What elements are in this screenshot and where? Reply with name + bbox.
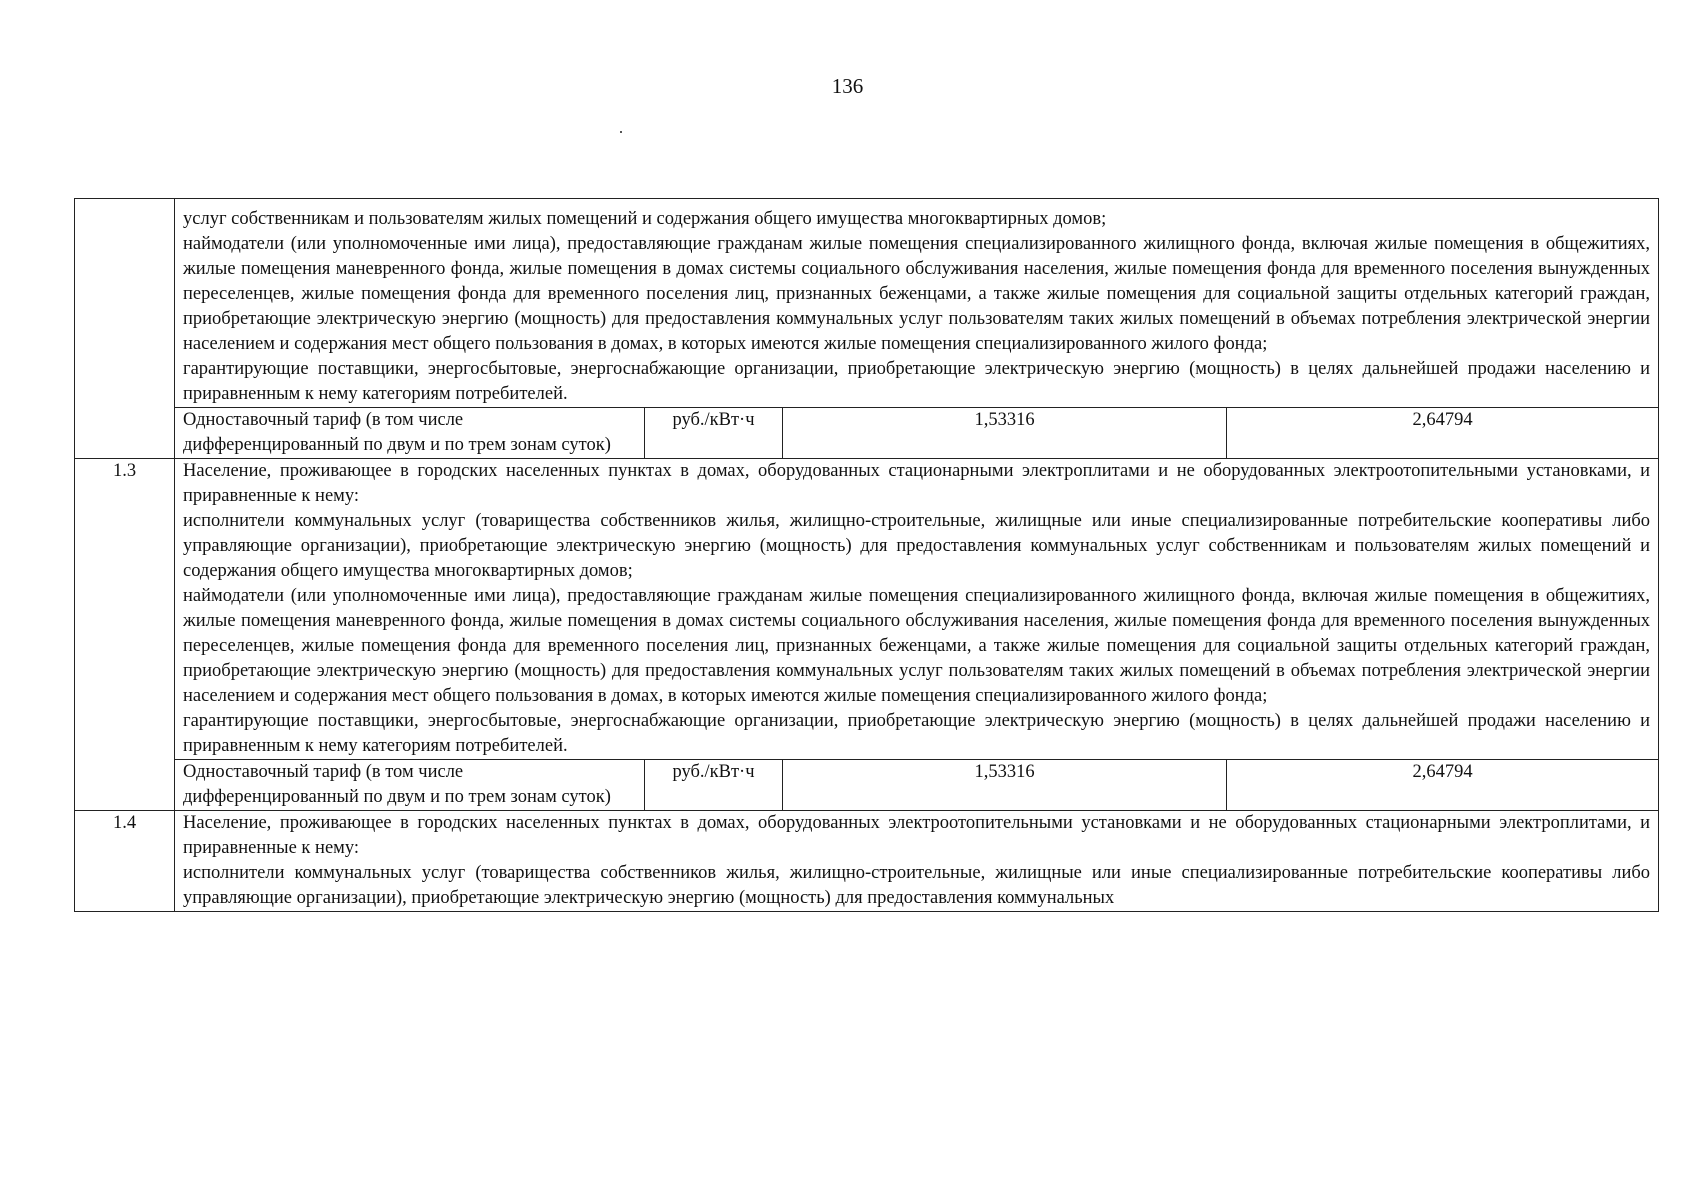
consumer-description <box>175 811 1659 912</box>
description-paragraph: Население, проживающее в городских населенных пунктах в домах, оборудованных электроотопительными установками и не оборудованных стационарными электроплитами, и приравненные к нему: <box>183 813 1651 858</box>
tariff-value-second-half: 2,64794 <box>1227 760 1659 811</box>
consumer-description <box>175 199 1659 408</box>
tariff-unit: руб./кВт·ч <box>645 408 783 459</box>
tariff-name: Одноставочный тариф (в том числе дифференцированный по двум и по трем зонам суток) <box>175 408 645 459</box>
description-paragraph: гарантирующие поставщики, энергосбытовые, энергоснабжающие организации, приобретающие электрическую энергию (мощность) в целях дальнейшей продажи населению и приравненным к нему категориям потребителей. <box>183 359 1651 404</box>
row-number: 1.3 <box>75 459 175 811</box>
tariff-unit: руб./кВт·ч <box>645 760 783 811</box>
description-paragraph: наймодатели (или уполномоченные ими лица), предоставляющие гражданам жилые помещения специализированного жилищного фонда, включая жилые помещения в общежитиях, жилые помещения маневренного фонда, жилые помещения в домах системы социального обслуживания населения, жилые помещения фонда для временного поселения вынужденных переселенцев, жилые помещения фонда для временного поселения лиц, признанных беженцами, а также жилые помещения для социальной защиты отдельных категорий граждан, приобретающие электрическую энергию (мощность) для предоставления коммунальных услуг пользователям таких жилых помещений в объемах потребления электрической энергии населением и содержания мест общего пользования в домах, в которых имеются жилые помещения специализированного жилого фонда; <box>183 234 1651 354</box>
tariff-value-second-half: 2,64794 <box>1227 408 1659 459</box>
tariff-row <box>75 408 1659 459</box>
description-paragraph: исполнители коммунальных услуг (товарищества собственников жилья, жилищно-строительные, жилищные или иные специализированные потребительские кооперативы либо управляющие организации), приобретающие электрическую энергию (мощность) для предоставления коммунальных услуг собственникам и пользователям жилых помещений и содержания общего имущества многоквартирных домов; <box>183 511 1651 581</box>
scan-speck <box>620 131 622 133</box>
tariff-value-first-half: 1,53316 <box>783 760 1227 811</box>
description-paragraph: услуг собственникам и пользователям жилых помещений и содержания общего имущества многоквартирных домов; <box>183 209 1107 229</box>
description-paragraph: Население, проживающее в городских населенных пунктах в домах, оборудованных стационарными электроплитами и не оборудованных электроотопительными установками, и приравненные к нему: <box>183 461 1651 506</box>
table-row-1-3 <box>75 459 1659 760</box>
description-paragraph: гарантирующие поставщики, энергосбытовые, энергоснабжающие организации, приобретающие электрическую энергию (мощность) в целях дальнейшей продажи населению и приравненным к нему категориям потребителей. <box>183 711 1651 756</box>
consumer-description <box>175 459 1659 760</box>
tariff-name: Одноставочный тариф (в том числе дифференцированный по двум и по трем зонам суток) <box>175 760 645 811</box>
row-number-empty <box>75 199 175 459</box>
tariff-row <box>75 760 1659 811</box>
table-row-1-4 <box>75 811 1659 912</box>
description-paragraph: исполнители коммунальных услуг (товарищества собственников жилья, жилищно-строительные, жилищные или иные специализированные потребительские кооперативы либо управляющие организации), приобретающие электрическую энергию (мощность) для предоставления коммунальных <box>183 863 1651 908</box>
tariff-table <box>74 198 1659 912</box>
table-row-continuation <box>75 199 1659 408</box>
row-number: 1.4 <box>75 811 175 912</box>
page-number: 136 <box>831 74 864 98</box>
description-paragraph: наймодатели (или уполномоченные ими лица), предоставляющие гражданам жилые помещения специализированного жилищного фонда, включая жилые помещения в общежитиях, жилые помещения маневренного фонда, жилые помещения в домах системы социального обслуживания населения, жилые помещения фонда для временного поселения вынужденных переселенцев, жилые помещения фонда для временного поселения лиц, признанных беженцами, а также жилые помещения для социальной защиты отдельных категорий граждан, приобретающие электрическую энергию (мощность) для предоставления коммунальных услуг пользователям таких жилых помещений в объемах потребления электрической энергии населением и содержания мест общего пользования в домах, в которых имеются жилые помещения специализированного жилого фонда; <box>183 586 1651 706</box>
tariff-value-first-half: 1,53316 <box>783 408 1227 459</box>
